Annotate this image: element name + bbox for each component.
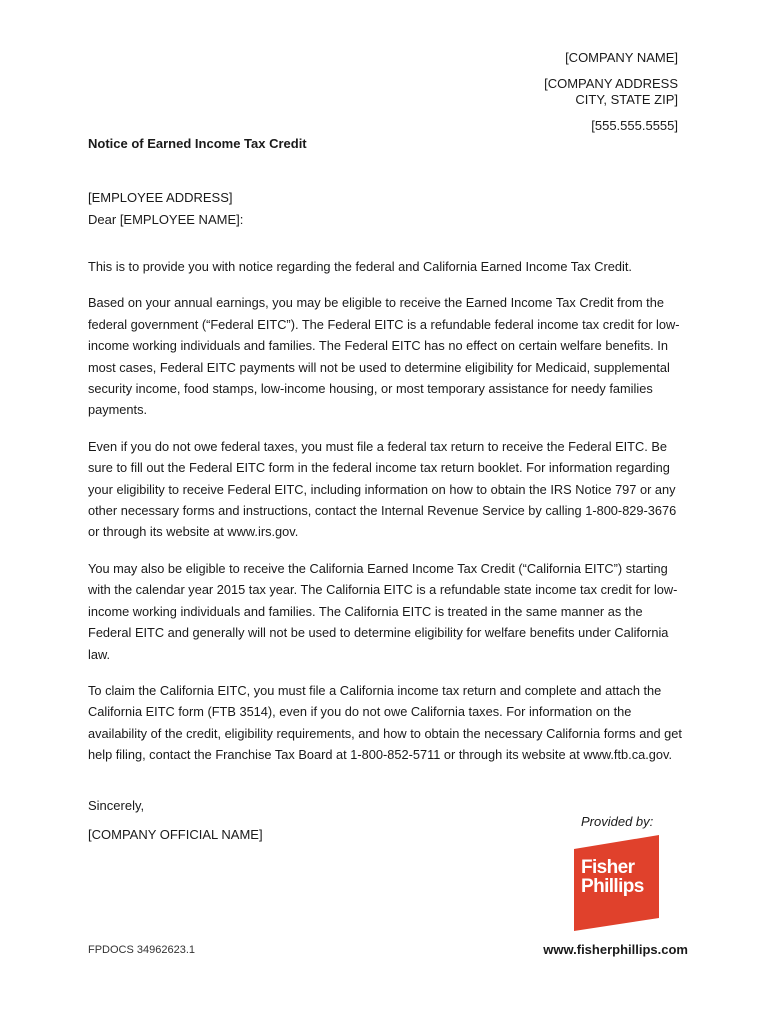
employee-address: [EMPLOYEE ADDRESS]	[88, 190, 233, 205]
closing: Sincerely,	[88, 798, 145, 813]
salutation	[88, 212, 243, 227]
company-name: [COMPANY NAME]	[565, 50, 678, 65]
page-title: Notice of Earned Income Tax Credit	[88, 136, 307, 151]
company-phone: [555.555.5555]	[591, 117, 678, 133]
paragraph-california-eligibility: You may also be eligible to receive the California Earned Income Tax Credit (“California EITC”) starting with the calendar year 2015 tax year. The California EITC is a refundable state income tax credit for low-income working individuals and families. The California EITC is treated in the same manner as the Federal EITC and generally will not be used to determine eligibility for welfare benefits under California law.	[88, 560, 678, 662]
logo-text-phillips: Phillips	[581, 876, 644, 897]
letter-body	[88, 256, 688, 781]
paragraph-federal-eligibility: Based on your annual earnings, you may be eligible to receive the Earned Income Tax Credit from the federal government (“Federal EITC”). The Federal EITC is a refundable federal income tax credit for low-income working individuals and families. The Federal EITC has no effect on certain welfare benefits. In most cases, Federal EITC payments will not be used to determine eligibility for Medicaid, supplemental security income, food stamps, low-income housing, or most temporary assistance for needy families payments.	[88, 295, 680, 418]
paragraph-california-filing: To claim the California EITC, you must file a California income tax return and complete and attach the California EITC form (FTB 3514), even if you do not owe California taxes. For information on the availability of the credit, eligibility requirements, and how to obtain the necessary California forms and get help filing, contact the Franchise Tax Board at 1-800-852-5711 or through its website at www.ftb.ca.gov.	[88, 682, 682, 763]
company-header	[544, 50, 678, 134]
document-id: FPDOCS 34962623.1	[88, 944, 196, 956]
paragraph-intro: This is to provide you with notice regarding the federal and California Earned Income Tax Credit.	[88, 259, 632, 274]
salutation-name: [EMPLOYEE NAME]:	[119, 212, 244, 227]
city-state-zip: CITY, STATE ZIP]	[575, 92, 678, 107]
salutation-dear: Dear	[88, 212, 117, 227]
fisher-phillips-logo	[574, 835, 659, 931]
footer-website-link[interactable]: www.fisherphillips.com	[543, 942, 688, 957]
paragraph-federal-filing: Even if you do not owe federal taxes, you must file a federal tax return to receive the Federal EITC. Be sure to fill out the Federal EITC form in the federal income tax return booklet. For information regarding your eligibility to receive Federal EITC, including information on how to obtain the IRS Notice 797 or any other necessary forms and instructions, contact the Internal Revenue Service by calling 1-800-829-3676 or through its website at www.irs.gov.	[88, 438, 677, 540]
company-official-name: [COMPANY OFFICIAL NAME]	[88, 827, 263, 842]
company-address: [COMPANY ADDRESS	[544, 75, 678, 91]
logo-text-fisher: Fisher	[581, 857, 635, 878]
provided-by-label: Provided by:	[581, 814, 654, 829]
